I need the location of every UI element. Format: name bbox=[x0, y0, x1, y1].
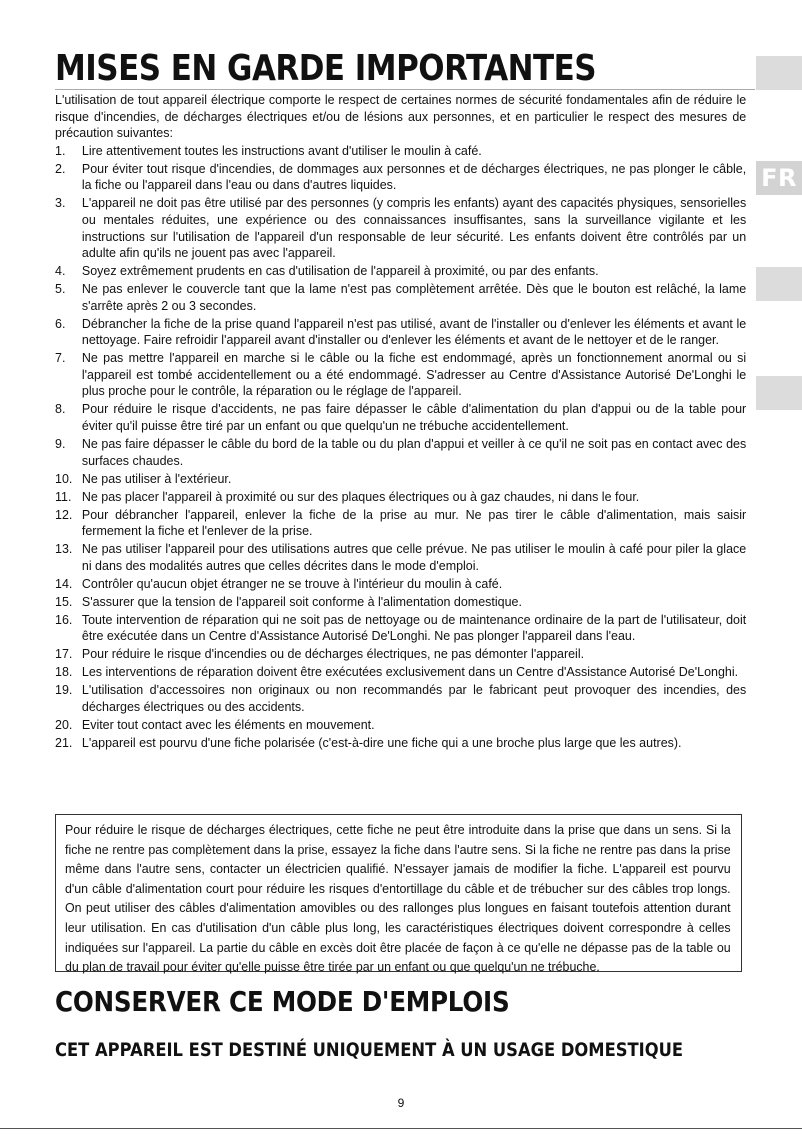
list-item bbox=[55, 436, 746, 469]
item-number: 9. bbox=[55, 436, 66, 451]
language-tab-fr: FR bbox=[756, 161, 802, 195]
list-item bbox=[55, 143, 746, 160]
list-item bbox=[55, 594, 746, 611]
item-text: Pour débrancher l'appareil, enlever la fiche de la prise au mur. Ne pas tirer le câble d'alimentation, mais saisir fermement la fiche et l'enlever de la prise. bbox=[81, 506, 747, 539]
item-number: 1. bbox=[55, 142, 66, 158]
item-number: 12. bbox=[55, 506, 73, 522]
page-number: 9 bbox=[397, 1096, 405, 1110]
item-text: L'appareil ne doit pas être utilisé par des personnes (y compris les enfants) ayant des capacités physiques, sensorielles ou mentales réduites, une expérience ou des connaissances insuffisantes, sans la surveillance vigilante et les instructions sur l'utilisation de l'appareil d'un responsable de leur sécurité. Les enfants doivent être contrôlés par un adulte afin qu'ils ne jouent pas avec l'appareil. bbox=[81, 195, 747, 261]
list-item bbox=[55, 576, 746, 593]
bottom-divider bbox=[0, 1128, 802, 1129]
item-number: 4. bbox=[55, 263, 66, 279]
item-text: Les interventions de réparation doivent être exécutées exclusivement dans un Centre d'Assistance Autorisé De'Longhi. bbox=[81, 664, 739, 680]
item-number: 10. bbox=[55, 470, 73, 486]
item-text: Débrancher la fiche de la prise quand l'appareil n'est pas utilisé, avant de l'installer ou d'enlever les éléments et avant le nettoyage. Faire refroidir l'appareil avant d'installer ou d'enlever les éléments et avant de le nettoyer et de le ranger. bbox=[81, 315, 747, 348]
item-text: Ne pas faire dépasser le câble du bord de la table ou du plan d'appui et veiller à ce qu'il ne soit pas en contact avec des surfaces chaudes. bbox=[81, 436, 747, 468]
list-item bbox=[55, 489, 746, 506]
item-text: Ne pas enlever le couvercle tant que la lame n'est pas complètement arrêtée. Dès que le bouton est relâché, la lame s'arrête après 2 ou 3 secondes. bbox=[81, 281, 747, 313]
side-tab-decoration bbox=[756, 56, 802, 90]
title-divider bbox=[55, 89, 755, 90]
list-item bbox=[55, 263, 746, 280]
list-item bbox=[55, 401, 746, 434]
list-item bbox=[55, 350, 746, 400]
item-text: Eviter tout contact avec les éléments en mouvement. bbox=[81, 716, 375, 732]
side-tab-decoration bbox=[756, 376, 802, 410]
page-title: MISES EN GARDE IMPORTANTES bbox=[55, 48, 597, 89]
item-number: 14. bbox=[55, 575, 73, 591]
list-item bbox=[55, 316, 746, 349]
item-number: 5. bbox=[55, 281, 66, 297]
item-number: 2. bbox=[55, 160, 66, 176]
domestic-use-heading: CET APPAREIL EST DESTINÉ UNIQUEMENT À UN USAGE DOMESTIQUE bbox=[55, 1039, 684, 1061]
item-text: Ne pas utiliser à l'extérieur. bbox=[81, 470, 232, 486]
item-text: Pour éviter tout risque d'incendies, de dommages aux personnes et de décharges électriques, ne pas plonger le câble, la fiche ou l'appareil dans l'eau ou dans d'autres liquides. bbox=[81, 160, 747, 193]
item-number: 6. bbox=[55, 315, 66, 331]
item-number: 8. bbox=[55, 401, 66, 417]
list-item bbox=[55, 541, 746, 574]
item-number: 15. bbox=[55, 593, 73, 609]
side-tab-decoration bbox=[756, 267, 802, 301]
notice-text: Pour réduire le risque de décharges électriques, cette fiche ne peut être introduite dans la prise que dans un sens. Si la fiche ne rentre pas complètement dans la prise, essayez la fiche dans l'autre sens. Si la fiche ne rentre pas dans la prise même dans l'autre sens, contacter un électricien qualifié. N'essayer jamais de modifier la fiche. L'appareil est pourvu d'un câble d'alimentation court pour réduire les risques d'entortillage du câble et de trébucher sur des câbles trop longs. On peut utiliser des câbles d'alimentation amovibles ou des rallonges plus longues en faisant toutefois attention durant leur utilisation. En cas d'utilisation d'un câble plus long, les caractéristiques électriques doivent correspondre à celles indiquées sur l'appareil. La partie du câble en excès doit être placée de façon à ce qu'elle ne dépasse pas de la table ou du plan de travail pour éviter qu'elle puisse être tirée par un enfant ou que quelqu'un ne trébuche. bbox=[65, 822, 731, 975]
item-number: 3. bbox=[55, 195, 66, 211]
item-text: L'appareil est pourvu d'une fiche polarisée (c'est-à-dire une fiche qui a une broche plus large que les autres). bbox=[81, 734, 682, 750]
item-number: 21. bbox=[55, 734, 73, 750]
item-text: Pour réduire le risque d'incendies ou de décharges électriques, ne pas démonter l'appareil. bbox=[81, 646, 585, 662]
item-number: 7. bbox=[55, 350, 66, 366]
item-text: Contrôler qu'aucun objet étranger ne se trouve à l'intérieur du moulin à café. bbox=[81, 575, 503, 591]
list-item bbox=[55, 471, 746, 488]
item-number: 16. bbox=[55, 611, 73, 627]
item-text: Ne pas placer l'appareil à proximité ou sur des plaques électriques ou à gaz chaudes, ni dans le four. bbox=[81, 488, 640, 504]
item-text: Toute intervention de réparation qui ne soit pas de nettoyage ou de maintenance ordinaire de la part de l'utilisateur, doit être exécutée dans un Centre d'Assistance Autorisé De'Longhi. Ne pas plonger l'appareil dans l'eau. bbox=[81, 611, 747, 644]
item-number: 17. bbox=[55, 646, 73, 662]
list-item bbox=[55, 281, 746, 314]
item-text: Lire attentivement toutes les instructions avant d'utiliser le moulin à café. bbox=[81, 142, 482, 158]
list-item bbox=[55, 161, 746, 194]
polarized-plug-notice-box bbox=[55, 814, 742, 975]
list-item bbox=[55, 195, 746, 261]
item-number: 11. bbox=[55, 488, 72, 504]
item-text: Ne pas utiliser l'appareil pour des utilisations autres que celle prévue. Ne pas utiliser le moulin à café pour piler la glace ni dans des modalités autres que celles décrites dans le mode d'emploi. bbox=[81, 541, 747, 573]
item-text: Soyez extrêmement prudents en cas d'utilisation de l'appareil à proximité, ou par des enfants. bbox=[81, 263, 599, 279]
list-item bbox=[55, 735, 746, 752]
item-number: 19. bbox=[55, 682, 73, 698]
item-text: L'utilisation d'accessoires non originaux ou non recommandés par le fabricant peut provoquer des incendies, des décharges électriques ou des accidents. bbox=[81, 682, 747, 714]
warnings-list bbox=[55, 143, 746, 752]
list-item bbox=[55, 507, 746, 540]
list-item bbox=[55, 664, 746, 681]
item-text: Pour réduire le risque d'accidents, ne pas faire dépasser le câble d'alimentation du plan d'appui ou de la table pour éviter qu'il puisse être tiré par un enfant ou que quelqu'un ne trébuche accidentellement. bbox=[81, 401, 747, 434]
list-item bbox=[55, 646, 746, 663]
item-number: 20. bbox=[55, 716, 73, 732]
list-item bbox=[55, 612, 746, 645]
item-number: 18. bbox=[55, 664, 73, 680]
warnings-section bbox=[55, 92, 746, 753]
list-item bbox=[55, 717, 746, 734]
item-text: S'assurer que la tension de l'appareil soit conforme à l'alimentation domestique. bbox=[81, 593, 522, 609]
item-number: 13. bbox=[55, 541, 73, 557]
list-item bbox=[55, 682, 746, 715]
item-text: Ne pas mettre l'appareil en marche si le câble ou la fiche est endommagé, après un fonctionnement anormal ou si l'appareil est tombé accidentellement ou a été endommagé. S'adresser au Centre d'Assistance Autorisé De'Longhi le plus proche pour le contrôle, la réparation ou le réglage de l'appareil. bbox=[81, 350, 747, 399]
keep-instructions-heading: CONSERVER CE MODE D'EMPLOIS bbox=[55, 985, 510, 1018]
intro-paragraph: L'utilisation de tout appareil électrique comporte le respect de certaines normes de sécurité fondamentales afin de réduire le risque d'incendies, de décharges électriques et/ou de lésions aux personnes, et en particulier le respect des mesures de précaution suivantes: bbox=[55, 92, 747, 141]
